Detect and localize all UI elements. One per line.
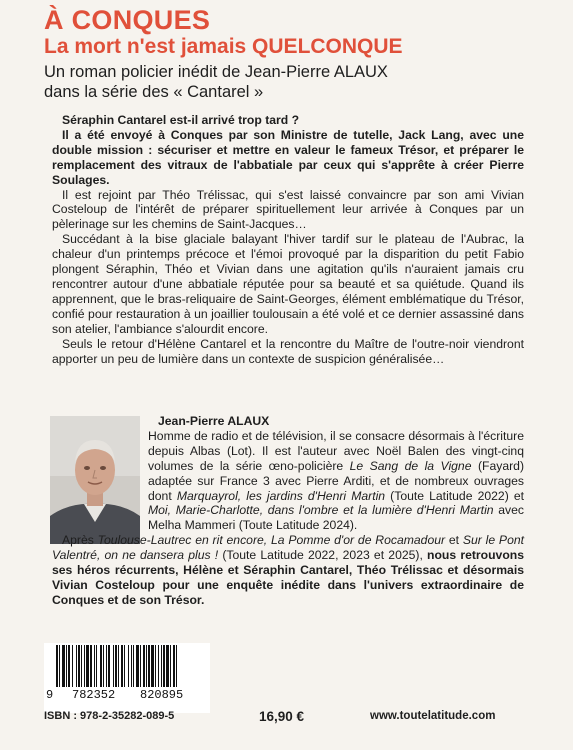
isbn: ISBN : 978-2-35282-089-5: [44, 710, 175, 722]
price: 16,90 €: [259, 709, 305, 724]
barcode-digit-first: 9: [46, 688, 54, 702]
author-bio-paragraph-1: Homme de radio et de télévision, il se consacre désormais à l'écriture depuis Albas (Lot). Il est l'auteur avec Noël Balen des vingt-cinq volumes de la série œno-policière Le Sang de la Vigne (Fayard) adaptée sur France 3 avec Pierre Arditi, et de nombreux ouvrages dont Marquayrol, les jardins d'Henri Martin (Toute Latitude 2022) et Moi, Marie-Charlotte, dans l'ombre et la lumière d'Henri Martin avec Melha Mammeri (Toute Latitude 2024).: [148, 428, 525, 533]
author-bio-aside: [148, 414, 524, 533]
series-line-1: Un roman policier inédit de Jean-Pierre ALAUX: [44, 63, 388, 81]
blurb-paragraph-4: Seuls le retour d'Hélène Cantarel et la rencontre du Maître de l'outre-noir viendront apporter un peu de lumière dans un contexte de suspicion généralisée…: [52, 336, 524, 366]
series-line-2: dans la série des « Cantarel »: [44, 83, 264, 101]
blurb-lead: Séraphin Cantarel est-il arrivé trop tard ?: [62, 113, 300, 127]
author-bio-paragraph-2: Après Toulouse-Lautrec en rit encore, La Pomme d'or de Rocamadour et Sur le Pont Valentré, on ne dansera plus ! (Toute Latitude 2022, 2023 et 2025), nous retrouvons ses héros récurrents, Hélène et Séraphin Cantarel, Théo Trélissac et désormais Vivian Costeloup pour une enquête inédite dans l'univers extraordinaire de Conques et de son Trésor.: [52, 533, 525, 607]
blurb-paragraph-3: Succédant à la bise glaciale balayant l'hiver tardif sur le plateau de l'Aubrac, la chaleur d'un printemps précoce et l'émoi provoqué par la disparition du petit Fabio plongent Séraphin, Théo et Vivian dans une agitation qu'ils n'auraient jamais cru rencontrer autour d'une abbatiale réputée pour sa beauté et sa quiétude. Quand ils apprennent, que le bras-reliquaire de Saint-Georges, élément emblématique du Trésor, confié pour restauration à un joaillier toulousain a été volé et ce dernier assassiné dans son atelier, l'ambiance s'alourdit encore.: [52, 232, 524, 336]
book-subtitle: La mort n'est jamais QUELCONQUE: [44, 35, 403, 58]
blurb-paragraph-2: Il est rejoint par Théo Trélissac, qui s'est laissé convaincre par son ami Vivian Costeloup de l'intérêt de préparer spirituellement leur arrivée à Conques par un pèlerinage sur les chemins de Saint-Jacques…: [52, 187, 524, 232]
author-name: Jean-Pierre ALAUX: [158, 414, 270, 428]
blurb-mission: Il a été envoyé à Conques par son Ministre de tutelle, Jack Lang, avec une double mission : sécuriser et mettre en valeur le fameux Trésor, et préparer le remplacement des vitraux de l'abbatiale par ceux qui s'apprête à créer Pierre Soulages.: [52, 127, 524, 187]
series-description: [44, 62, 388, 102]
barcode-bars-icon: [44, 643, 210, 689]
back-cover-blurb: [52, 113, 524, 366]
author-bio: [52, 414, 524, 608]
website-link[interactable]: www.toutelatitude.com: [370, 710, 496, 722]
barcode-digits: [44, 688, 210, 704]
book-title: À CONQUES: [44, 5, 211, 35]
barcode-digits-left: 782352: [72, 688, 116, 702]
barcode-digits-right: 820895: [140, 688, 184, 702]
